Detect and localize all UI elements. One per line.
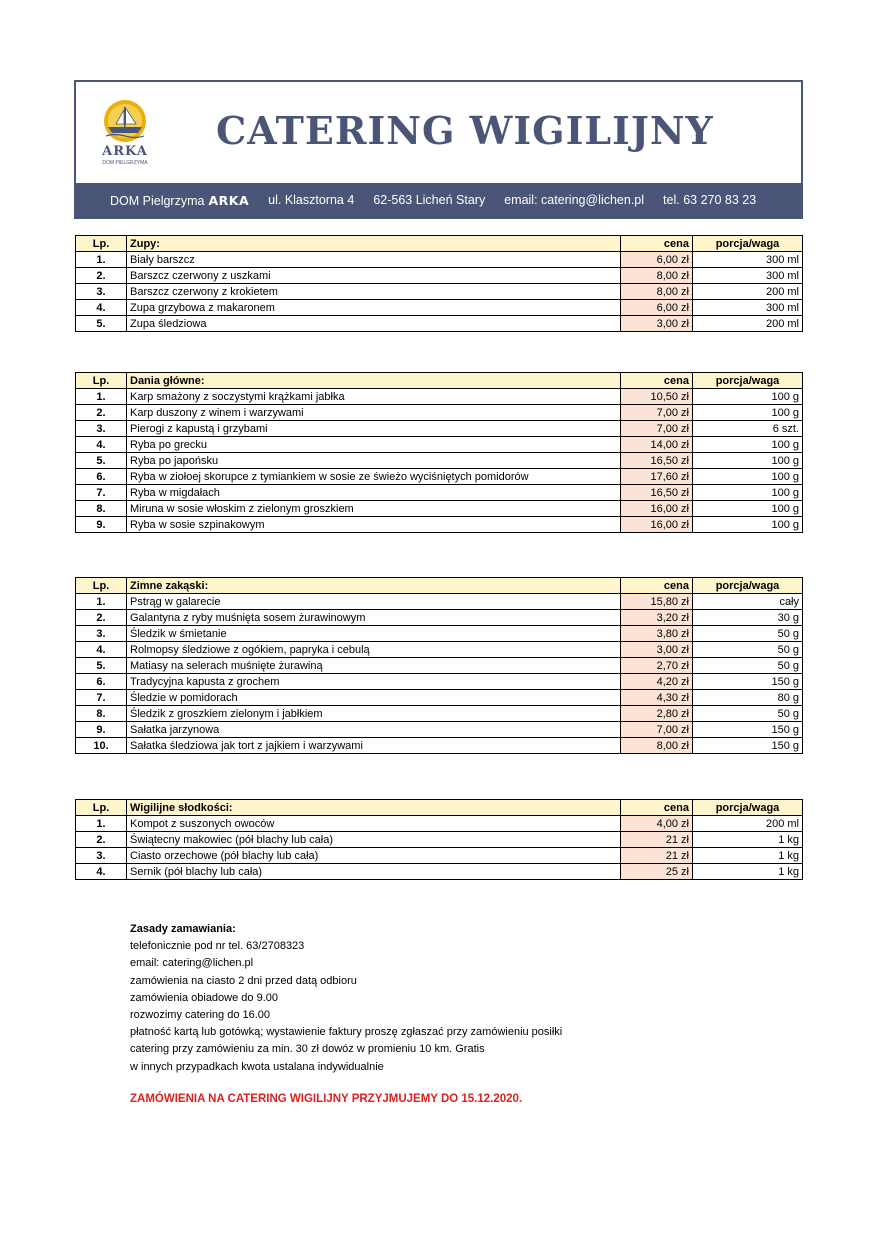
table-row: [76, 389, 803, 405]
col-price: 4,30 zł: [621, 690, 693, 706]
menu-table-main-dishes: [75, 372, 803, 533]
header-top: [76, 82, 801, 185]
table-row: [76, 642, 803, 658]
col-lp: 2.: [76, 832, 127, 848]
col-price: 6,00 zł: [621, 300, 693, 316]
col-lp: 4.: [76, 864, 127, 880]
table-row: [76, 300, 803, 316]
col-price: 2,80 zł: [621, 706, 693, 722]
col-name: Zimne zakąski:: [127, 578, 621, 594]
col-lp: 6.: [76, 674, 127, 690]
menu-table-soups: [75, 235, 803, 332]
col-lp: 7.: [76, 485, 127, 501]
col-name: Zupa grzybowa z makaronem: [127, 300, 621, 316]
col-price: 7,00 zł: [621, 405, 693, 421]
table-row: [76, 316, 803, 332]
rules-line: w innych przypadkach kwota ustalana indywidualnie: [130, 1060, 384, 1073]
arka-logo: [94, 98, 156, 168]
col-lp: 1.: [76, 594, 127, 610]
col-price: cena: [621, 236, 693, 252]
table-row: [76, 469, 803, 485]
col-price: 16,00 zł: [621, 501, 693, 517]
col-lp: 2.: [76, 268, 127, 284]
rules-line: rozwozimy catering do 16.00: [130, 1009, 271, 1022]
col-name: Matiasy na selerach muśnięte żurawiną: [127, 658, 621, 674]
rules-line: płatność kartą lub gotówką; wystawienie faktury proszę zgłaszać przy zamówieniu posiłki: [130, 1026, 563, 1039]
contact-place: [110, 193, 249, 208]
col-lp: 4.: [76, 437, 127, 453]
col-lp: 3.: [76, 848, 127, 864]
col-portion: porcja/waga: [693, 800, 803, 816]
col-portion: 200 ml: [693, 316, 803, 332]
col-lp: 8.: [76, 706, 127, 722]
col-portion: 50 g: [693, 642, 803, 658]
contact-phone: tel. 63 270 83 23: [663, 193, 757, 207]
col-name: Pstrąg w galarecie: [127, 594, 621, 610]
rules-line: zamówienia na ciasto 2 dni przed datą odbioru: [130, 974, 357, 987]
col-lp: 1.: [76, 389, 127, 405]
table-row: [76, 268, 803, 284]
rules-line: catering przy zamówieniu za min. 30 zł dowóz w promieniu 10 km. Gratis: [130, 1043, 485, 1056]
contact-email[interactable]: email: catering@lichen.pl: [504, 193, 645, 207]
table-row: [76, 485, 803, 501]
col-name: Karp duszony z winem i warzywami: [127, 405, 621, 421]
col-portion: 30 g: [693, 610, 803, 626]
col-name: Barszcz czerwony z krokietem: [127, 284, 621, 300]
col-price: 15,80 zł: [621, 594, 693, 610]
col-price: 7,00 zł: [621, 722, 693, 738]
col-portion: porcja/waga: [693, 236, 803, 252]
table-row: [76, 674, 803, 690]
order-deadline-notice: ZAMÓWIENIA NA CATERING WIGILIJNY PRZYJMUJEMY DO 15.12.2020.: [130, 1093, 523, 1105]
col-lp: 7.: [76, 690, 127, 706]
col-portion: 100 g: [693, 501, 803, 517]
table-row: [76, 706, 803, 722]
col-name: Dania główne:: [127, 373, 621, 389]
contact-city: 62-563 Licheń Stary: [373, 193, 486, 207]
table-row: [76, 517, 803, 533]
col-portion: 1 kg: [693, 832, 803, 848]
col-name: Kompot z suszonych owoców: [127, 816, 621, 832]
col-lp: 9.: [76, 722, 127, 738]
col-lp: 6.: [76, 469, 127, 485]
col-lp: 1.: [76, 252, 127, 268]
col-name: Sałatka śledziowa jak tort z jajkiem i warzywami: [127, 738, 621, 754]
contact-street: ul. Klasztorna 4: [268, 193, 355, 207]
col-name: Świątecny makowiec (pół blachy lub cała): [127, 832, 621, 848]
col-lp: Lp.: [76, 236, 127, 252]
col-lp: 5.: [76, 453, 127, 469]
table-row: [76, 722, 803, 738]
col-lp: 2.: [76, 405, 127, 421]
table-header-row: [76, 578, 803, 594]
table-header-row: [76, 236, 803, 252]
col-name: Zupy:: [127, 236, 621, 252]
col-lp: Lp.: [76, 578, 127, 594]
col-lp: 10.: [76, 738, 127, 754]
col-price: cena: [621, 578, 693, 594]
col-name: Ryba w ziołoej skorupce z tymiankiem w sosie ze świeżo wyciśniętych pomidorów: [127, 469, 621, 485]
col-portion: 50 g: [693, 658, 803, 674]
col-name: Barszcz czerwony z uszkami: [127, 268, 621, 284]
col-price: 17,60 zł: [621, 469, 693, 485]
table-row: [76, 284, 803, 300]
page-title: CATERING WIGILIJNY: [216, 108, 714, 153]
col-name: Śledzik z groszkiem zielonym i jabłkiem: [127, 706, 621, 722]
col-lp: 1.: [76, 816, 127, 832]
table-row: [76, 832, 803, 848]
col-name: Pierogi z kapustą i grzybami: [127, 421, 621, 437]
col-portion: porcja/waga: [693, 578, 803, 594]
col-price: 3,20 zł: [621, 610, 693, 626]
col-lp: 8.: [76, 501, 127, 517]
col-portion: 300 ml: [693, 268, 803, 284]
col-portion: 300 ml: [693, 252, 803, 268]
col-name: Miruna w sosie włoskim z zielonym groszkiem: [127, 501, 621, 517]
col-lp: 3.: [76, 284, 127, 300]
col-portion: 100 g: [693, 485, 803, 501]
table-row: [76, 690, 803, 706]
col-price: 2,70 zł: [621, 658, 693, 674]
col-portion: 100 g: [693, 437, 803, 453]
col-portion: 150 g: [693, 722, 803, 738]
col-name: Sałatka jarzynowa: [127, 722, 621, 738]
table-row: [76, 421, 803, 437]
table-row: [76, 453, 803, 469]
col-name: Rolmopsy śledziowe z ogókiem, papryka i cebulą: [127, 642, 621, 658]
col-price: 16,00 zł: [621, 517, 693, 533]
col-price: 21 zł: [621, 848, 693, 864]
col-price: 25 zł: [621, 864, 693, 880]
contact-place-brand: ARKA: [208, 192, 250, 208]
col-name: Śledzie w pomidorach: [127, 690, 621, 706]
col-name: Ryba w migdałach: [127, 485, 621, 501]
col-price: 8,00 zł: [621, 284, 693, 300]
col-name: Ciasto orzechowe (pół blachy lub cała): [127, 848, 621, 864]
logo-text: ARKA: [102, 144, 148, 159]
col-lp: 9.: [76, 517, 127, 533]
col-lp: Lp.: [76, 800, 127, 816]
col-price: 4,20 zł: [621, 674, 693, 690]
table-row: [76, 594, 803, 610]
contact-bar: [76, 183, 801, 217]
col-price: 7,00 zł: [621, 421, 693, 437]
ordering-rules: [130, 921, 562, 1076]
col-portion: 6 szt.: [693, 421, 803, 437]
col-portion: 50 g: [693, 626, 803, 642]
col-price: 6,00 zł: [621, 252, 693, 268]
col-name: Ryba po japońsku: [127, 453, 621, 469]
table-row: [76, 610, 803, 626]
col-lp: 2.: [76, 610, 127, 626]
col-name: Galantyna z ryby muśnięta sosem żurawinowym: [127, 610, 621, 626]
table-row: [76, 252, 803, 268]
col-name: Zupa śledziowa: [127, 316, 621, 332]
col-price: 8,00 zł: [621, 268, 693, 284]
col-portion: 100 g: [693, 453, 803, 469]
rules-line: zamówienia obiadowe do 9.00: [130, 991, 278, 1004]
table-header-row: [76, 373, 803, 389]
col-price: 21 zł: [621, 832, 693, 848]
rules-line: telefonicznie pod nr tel. 63/2708323: [130, 940, 305, 953]
col-name: Sernik (pół blachy lub cała): [127, 864, 621, 880]
col-price: 4,00 zł: [621, 816, 693, 832]
col-portion: 80 g: [693, 690, 803, 706]
col-portion: 150 g: [693, 738, 803, 754]
col-price: 3,00 zł: [621, 316, 693, 332]
table-header-row: [76, 800, 803, 816]
col-price: 3,00 zł: [621, 642, 693, 658]
col-lp: 5.: [76, 316, 127, 332]
table-row: [76, 658, 803, 674]
col-portion: 1 kg: [693, 848, 803, 864]
col-name: Ryba po grecku: [127, 437, 621, 453]
col-lp: 3.: [76, 626, 127, 642]
col-portion: 200 ml: [693, 816, 803, 832]
col-name: Wigilijne słodkości:: [127, 800, 621, 816]
table-row: [76, 501, 803, 517]
col-portion: cały: [693, 594, 803, 610]
table-row: [76, 437, 803, 453]
col-lp: 5.: [76, 658, 127, 674]
logo-subtext: DOM PIELGRZYMA: [102, 160, 148, 166]
header: [74, 80, 803, 219]
col-price: 16,50 zł: [621, 485, 693, 501]
col-price: 3,80 zł: [621, 626, 693, 642]
col-portion: 200 ml: [693, 284, 803, 300]
col-portion: 100 g: [693, 469, 803, 485]
table-row: [76, 848, 803, 864]
col-lp: 3.: [76, 421, 127, 437]
rules-title: Zasady zamawiania:: [130, 923, 236, 935]
col-price: 8,00 zł: [621, 738, 693, 754]
menu-table-cold-starters: [75, 577, 803, 754]
col-price: 10,50 zł: [621, 389, 693, 405]
col-portion: porcja/waga: [693, 373, 803, 389]
col-lp: Lp.: [76, 373, 127, 389]
col-name: Biały barszcz: [127, 252, 621, 268]
col-price: cena: [621, 800, 693, 816]
col-price: 16,50 zł: [621, 453, 693, 469]
table-row: [76, 816, 803, 832]
table-row: [76, 626, 803, 642]
col-portion: 1 kg: [693, 864, 803, 880]
col-portion: 300 ml: [693, 300, 803, 316]
table-row: [76, 405, 803, 421]
contact-place-prefix: DOM Pielgrzyma: [110, 193, 205, 208]
menu-table-sweets: [75, 799, 803, 880]
col-portion: 100 g: [693, 517, 803, 533]
table-row: [76, 738, 803, 754]
col-lp: 4.: [76, 642, 127, 658]
col-name: Ryba w sosie szpinakowym: [127, 517, 621, 533]
col-price: cena: [621, 373, 693, 389]
col-name: Tradycyjna kapusta z grochem: [127, 674, 621, 690]
col-portion: 100 g: [693, 389, 803, 405]
col-lp: 4.: [76, 300, 127, 316]
col-portion: 50 g: [693, 706, 803, 722]
col-price: 14,00 zł: [621, 437, 693, 453]
col-name: Śledzik w śmietanie: [127, 626, 621, 642]
col-name: Karp smażony z soczystymi krążkami jabłka: [127, 389, 621, 405]
col-portion: 100 g: [693, 405, 803, 421]
col-portion: 150 g: [693, 674, 803, 690]
rules-line: email: catering@lichen.pl: [130, 957, 254, 970]
table-row: [76, 864, 803, 880]
